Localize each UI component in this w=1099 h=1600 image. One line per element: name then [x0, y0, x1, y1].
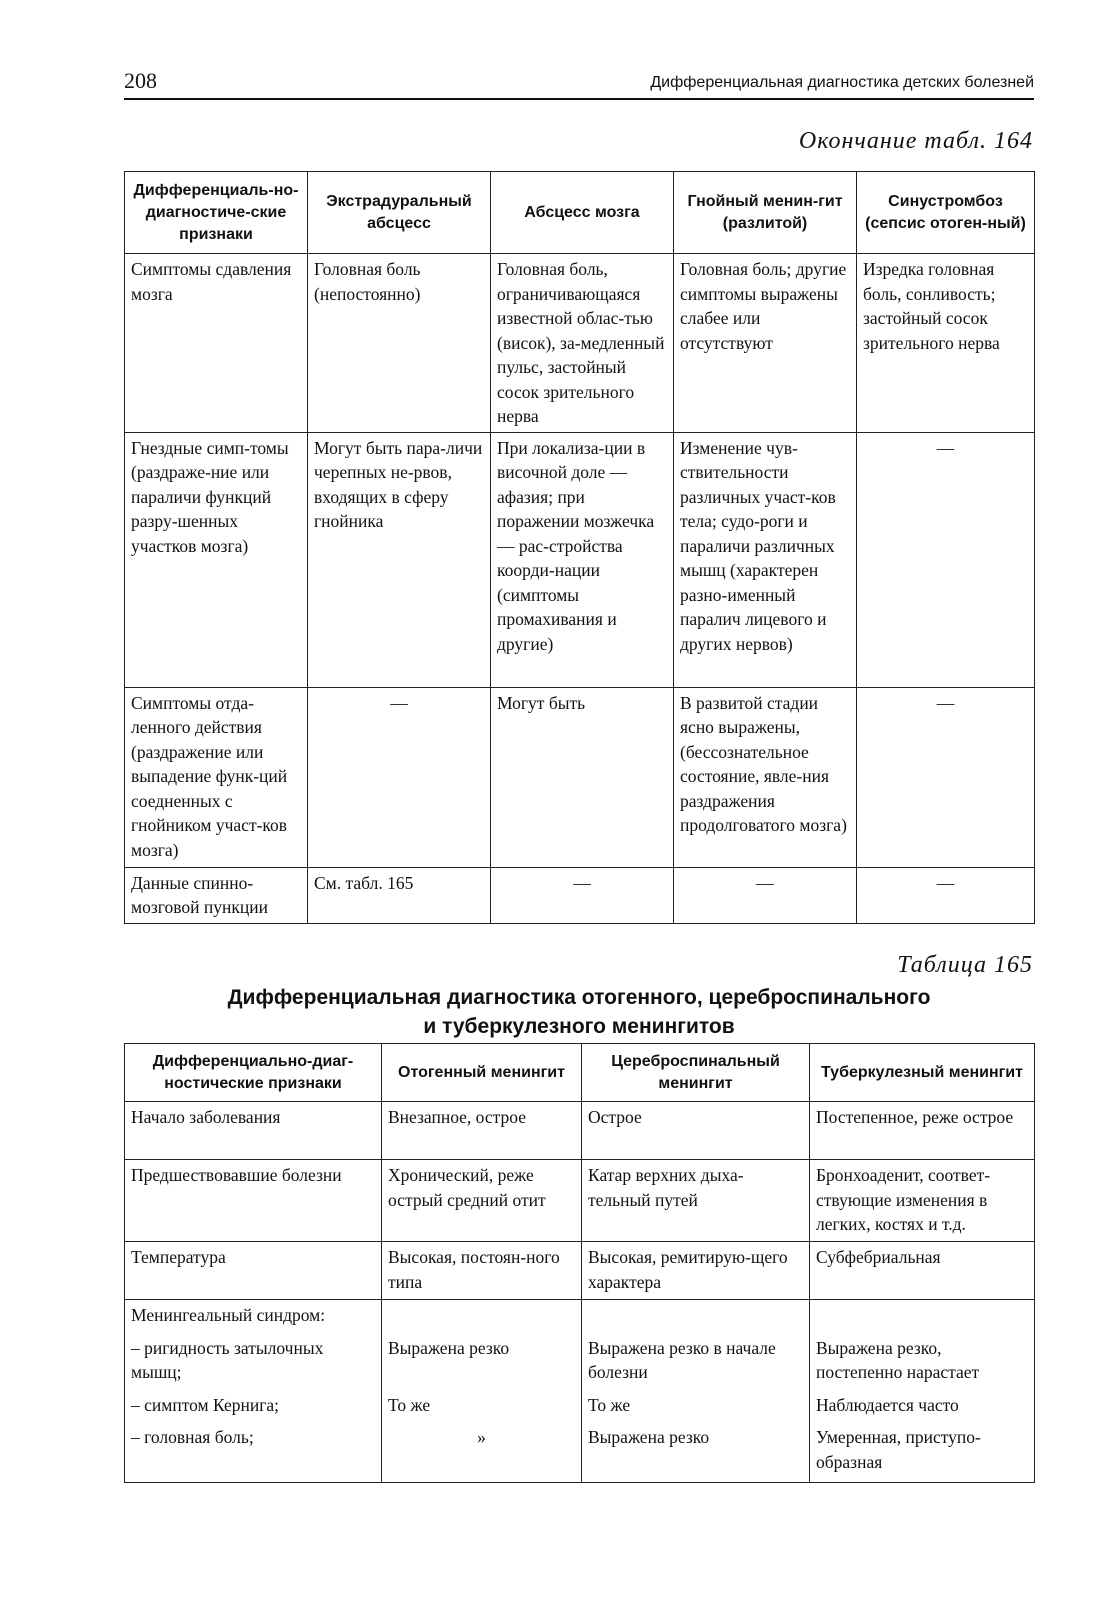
- table-row: [125, 432, 1035, 687]
- t164-header-brain-abscess: Абсцесс мозга: [491, 172, 674, 254]
- meningeal-sign-1: – ригидность затылочных мышц;: [131, 1337, 324, 1382]
- table-165-title-line-2: и туберкулезного менингитов: [423, 1015, 735, 1038]
- table-cell: —: [491, 867, 674, 923]
- table-cell: Головная боль (непостоянно): [308, 254, 491, 433]
- table-cell: Данные спинно-мозговой пункции: [125, 867, 308, 923]
- table-164-caption: Окончание табл. 164: [798, 128, 1033, 154]
- table-row: [125, 254, 1035, 433]
- table-cell: —: [857, 432, 1035, 687]
- table-cell: Катар верхних дыха-тельный путей: [582, 1160, 810, 1242]
- table-row: [125, 1160, 1035, 1242]
- table-cell: Хронический, реже острый средний отит: [382, 1160, 582, 1242]
- table-cell: Могут быть пара-личи черепных не-рвов, входящих в сферу гнойника: [308, 432, 491, 687]
- meningeal-otogenic-1: Выражена резко: [388, 1337, 510, 1358]
- table-cell: В развитой стадии ясно выражены, (бессознательное состояние, явле-ния раздражения продолговатого мозга): [674, 687, 857, 867]
- table-cell: Температура: [125, 1242, 382, 1300]
- table-cell: Головная боль; другие симптомы выражены слабее или отсутствуют: [674, 254, 857, 433]
- running-head: Дифференциальная диагностика детских болезней: [650, 74, 1034, 91]
- table-row: [125, 687, 1035, 867]
- table-164: [124, 171, 1035, 924]
- meningeal-cerebrospinal-2: То же: [588, 1394, 631, 1415]
- table-165: [124, 1043, 1035, 1483]
- meningeal-tuberculous-cell: [810, 1300, 1035, 1483]
- table-cell: Начало заболевания: [125, 1102, 382, 1160]
- meningeal-otogenic-2: То же: [388, 1394, 431, 1415]
- meningeal-cerebrospinal-3: Выражена резко: [588, 1427, 710, 1447]
- t164-header-sinus-thrombosis: Синустромбоз (сепсис отоген-ный): [857, 172, 1035, 254]
- table-165-header-row: [125, 1044, 1035, 1102]
- table-row: [125, 1102, 1035, 1160]
- meningeal-tuberculous-3: Умеренная, приступо-образная: [816, 1427, 981, 1472]
- t164-header-purulent-meningitis: Гнойный менин-гит (разлитой): [674, 172, 857, 254]
- meningeal-otogenic-cell: [382, 1300, 582, 1483]
- table-cell: —: [674, 867, 857, 923]
- meningeal-sign-2: – симптом Кернига;: [131, 1394, 280, 1415]
- table-cell: Постепенное, реже острое: [810, 1102, 1035, 1160]
- meningeal-signs-cell: [125, 1300, 382, 1483]
- table-cell: См. табл. 165: [308, 867, 491, 923]
- meningeal-tuberculous-2: Наблюдается часто: [816, 1394, 959, 1415]
- table-cell: Симптомы отда-ленного действия (раздражение или выпадение функ-ций соедненных с гнойником участ-ков мозга): [125, 687, 308, 867]
- table-cell: Субфебриальная: [810, 1242, 1035, 1300]
- page-header: [124, 62, 1034, 100]
- table-cell: Бронхоаденит, соответ-ствующие изменения в легких, костях и т.д.: [810, 1160, 1035, 1242]
- table-cell: Острое: [582, 1102, 810, 1160]
- table-cell: Головная боль, ограничивающаяся известной облас-тью (висок), за-медленный пульс, застойный сосок зрительного нерва: [491, 254, 674, 433]
- table-cell: Гнездные симп-томы (раздраже-ние или параличи функций разру-шенных участков мозга): [125, 432, 308, 687]
- meningeal-tuberculous-1: Выражена резко, постепенно нарастает: [816, 1337, 980, 1382]
- table-cell: —: [857, 867, 1035, 923]
- table-164-header-row: [125, 172, 1035, 254]
- meningeal-heading: Менингеальный синдром:: [131, 1305, 326, 1325]
- meningeal-sign-3: – головная боль;: [131, 1427, 254, 1447]
- table-cell: Изменение чув-ствительности различных участ-ков тела; судо-роги и параличи различных мышц (характерен разно-именный паралич лицевого и других нервов): [674, 432, 857, 687]
- table-cell: При локализа-ции в височной доле — афазия; при поражении мозжечка — рас-стройства коорди-нации (симптомы промахивания и другие): [491, 432, 674, 687]
- t165-header-tuberculous: Туберкулезный менингит: [810, 1044, 1035, 1102]
- t165-header-cerebrospinal: Цереброспинальный менингит: [582, 1044, 810, 1102]
- table-cell: Высокая, ремитирую-щего характера: [582, 1242, 810, 1300]
- table-165-title-line-1: Дифференциальная диагностика отогенного, цереброспинального: [227, 986, 931, 1009]
- table-cell: Симптомы сдавления мозга: [125, 254, 308, 433]
- table-cell: Могут быть: [491, 687, 674, 867]
- t164-header-criteria: Дифференциаль-но-диагностиче-ские признаки: [125, 172, 308, 254]
- table-row-meningeal-syndrome: [125, 1300, 1035, 1483]
- t164-header-extradural: Экстрадуральный абсцесс: [308, 172, 491, 254]
- table-cell: Предшествовавшие болезни: [125, 1160, 382, 1242]
- table-cell: —: [308, 687, 491, 867]
- table-165-label: Таблица 165: [897, 952, 1033, 978]
- meningeal-otogenic-3: »: [477, 1427, 486, 1447]
- meningeal-cerebrospinal-1: Выражена резко в начале болезни: [588, 1337, 776, 1382]
- table-cell: Высокая, постоян-ного типа: [382, 1242, 582, 1300]
- table-row: [125, 1242, 1035, 1300]
- table-cell: Внезапное, острое: [382, 1102, 582, 1160]
- table-cell: —: [857, 687, 1035, 867]
- t165-header-otogenic: Отогенный менингит: [382, 1044, 582, 1102]
- table-cell: Изредка головная боль, сонливость; застойный сосок зрительного нерва: [857, 254, 1035, 433]
- page-number: 208: [124, 68, 157, 93]
- t165-header-criteria: Дифференциально-диаг-ностические признаки: [125, 1044, 382, 1102]
- meningeal-cerebrospinal-cell: [582, 1300, 810, 1483]
- table-row: [125, 867, 1035, 923]
